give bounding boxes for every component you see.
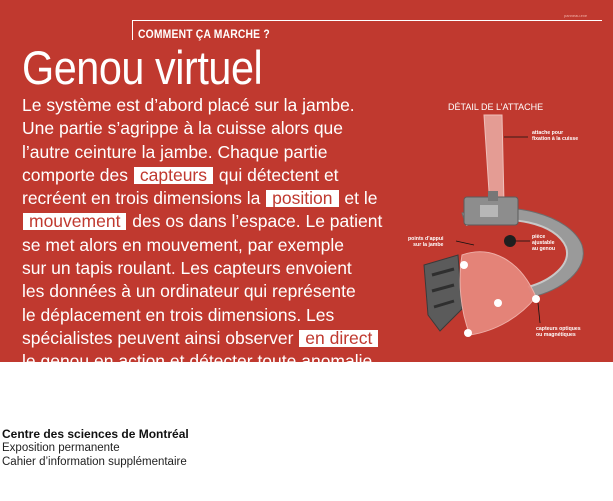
sensor-dot bbox=[532, 295, 540, 303]
body-text-segment: recréent en trois dimensions la bbox=[22, 188, 266, 209]
adjust-knob bbox=[504, 235, 516, 247]
body-line bbox=[22, 210, 422, 233]
body-line bbox=[22, 327, 422, 350]
callout-support: points d’appui sur la jambe bbox=[408, 236, 444, 248]
body-line bbox=[22, 141, 422, 164]
sensor-dot bbox=[494, 299, 502, 307]
knee-brace-diagram bbox=[400, 95, 613, 362]
body-text-segment: Une partie s’agrippe à la cuisse alors que bbox=[22, 118, 344, 139]
body-text-segment: se met alors en mouvement, par exemple bbox=[22, 234, 344, 255]
body-text-segment: comporte des bbox=[22, 164, 133, 185]
body-line bbox=[22, 234, 422, 257]
callout-thigh: attache pour fixation à la cuisse bbox=[532, 130, 579, 142]
sensor-dot bbox=[464, 329, 472, 337]
callout-knee: pièce ajustable au genou bbox=[532, 234, 556, 252]
body-text-segment: qui détectent et bbox=[214, 164, 339, 185]
kicker: COMMENT ÇA MARCHE ? bbox=[138, 29, 270, 41]
diagram-title: DÉTAIL DE L’ATTACHE bbox=[448, 102, 544, 112]
body-line bbox=[22, 304, 422, 327]
footer-line-2: Cahier d’information supplémentaire bbox=[2, 456, 187, 468]
body-text-segment: spécialistes peuvent ainsi observer bbox=[22, 327, 299, 348]
highlight-term: en direct bbox=[299, 330, 378, 347]
highlight-term: position bbox=[266, 190, 338, 207]
highlight-term: mouvement bbox=[23, 213, 126, 230]
highlight-term: capteurs bbox=[134, 167, 213, 184]
sensor-dot bbox=[460, 261, 468, 269]
body-text-segment: et le bbox=[339, 188, 378, 209]
body-text-segment: le genou en action et détecter toute anomalie. bbox=[22, 351, 378, 372]
body-text-segment: les données à un ordinateur qui représente bbox=[22, 281, 356, 302]
body-line bbox=[22, 280, 422, 303]
body-text-segment: sur un tapis roulant. Les capteurs envoient bbox=[22, 258, 352, 279]
body-text-segment: Le système est d’abord placé sur la jambe. bbox=[22, 95, 355, 115]
body-text-segment: l’autre ceinture la jambe. Chaque partie bbox=[22, 141, 328, 162]
header-rule-tick bbox=[132, 20, 133, 40]
footer-line-1: Exposition permanente bbox=[2, 442, 120, 454]
body-line bbox=[22, 94, 422, 117]
header-rule bbox=[132, 20, 602, 21]
leg-support bbox=[424, 255, 462, 331]
body-line bbox=[22, 350, 422, 373]
body-line bbox=[22, 257, 422, 280]
body-text-segment: des os dans l’espace. Le patient bbox=[127, 211, 383, 232]
sensor-plate bbox=[460, 252, 536, 335]
page-title: Genou virtuel bbox=[22, 41, 263, 94]
body-line bbox=[22, 117, 422, 140]
body-line bbox=[22, 187, 422, 210]
body-text bbox=[22, 94, 422, 374]
body-text-segment: le déplacement en trois dimensions. Les bbox=[22, 304, 335, 325]
body-line bbox=[22, 164, 422, 187]
footer-title: Centre des sciences de Montréal bbox=[2, 427, 189, 441]
page-code: panneau.exe bbox=[564, 13, 588, 18]
callout-sensors: capteurs optiques ou magnétiques bbox=[536, 326, 581, 338]
